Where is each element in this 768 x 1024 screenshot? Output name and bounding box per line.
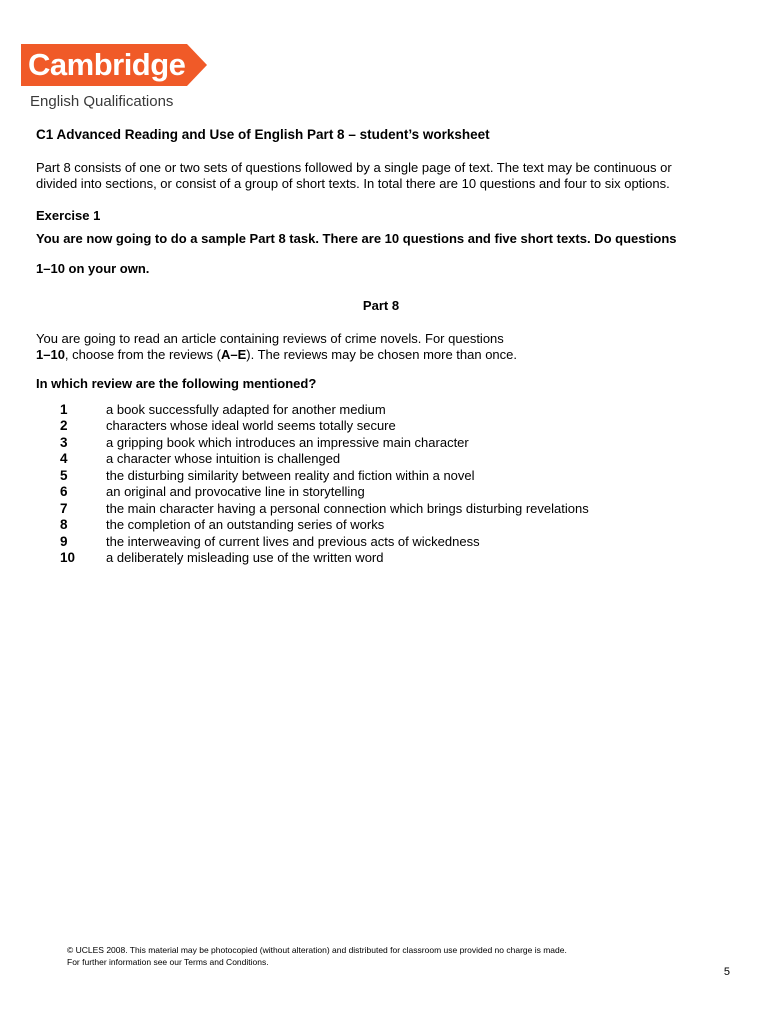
question-item: [36, 484, 686, 501]
footer-terms-line: For further information see our Terms and Conditions.: [67, 957, 269, 967]
part-heading: Part 8: [362, 297, 400, 313]
intro-paragraph: Part 8 consists of one or two sets of questions followed by a single page of text. The text may be continuous or divided into sections, or consist of a group of short texts. In total there are 10 questions and four to six options.: [36, 160, 672, 191]
question-item: [36, 468, 686, 485]
question-number: 10: [60, 550, 76, 565]
question-number: 3: [60, 434, 68, 450]
question-number: 7: [60, 500, 68, 516]
question-item: [36, 418, 686, 435]
exercise-instruction: You are now going to do a sample Part 8 task. There are 10 questions and five short texts. Do questions 1–10 on your own.: [36, 230, 677, 276]
question-text: a gripping book which introduces an impressive main character: [106, 434, 469, 450]
question-number: 8: [60, 517, 68, 532]
worksheet-content: [36, 127, 686, 567]
question-text: the disturbing similarity between reality and fiction within a novel: [106, 467, 475, 483]
page-number: 5: [723, 966, 730, 978]
question-item: [36, 517, 686, 534]
question-text: the interweaving of current lives and previous acts of wickedness: [106, 533, 480, 549]
question-item: [36, 501, 686, 518]
logo-subtitle: English Qualifications: [30, 93, 174, 110]
page-title: C1 Advanced Reading and Use of English Part 8 – student’s worksheet: [36, 127, 490, 142]
task-line1: You are going to read an article containing reviews of crime novels. For questions: [36, 331, 504, 346]
question-text: a character whose intuition is challenged: [106, 451, 341, 466]
question-number: 6: [60, 484, 68, 499]
question-text: characters whose ideal world seems totally secure: [106, 418, 396, 433]
task-range: 1–10: [36, 346, 65, 362]
footer-copyright-line: © UCLES 2008. This material may be photocopied (without alteration) and distributed for classroom use provided no charge is made.: [67, 945, 567, 955]
copyright-footer: [67, 944, 567, 968]
question-number: 1: [60, 401, 68, 417]
question-number: 4: [60, 451, 68, 466]
cambridge-logo: [21, 44, 207, 86]
question-number: 5: [60, 467, 68, 483]
question-text: an original and provocative line in storytelling: [106, 484, 365, 499]
task-end: ). The reviews may be chosen more than once.: [246, 346, 518, 362]
question-item: [36, 435, 686, 452]
question-text: a deliberately misleading use of the written word: [106, 550, 384, 565]
question-number: 2: [60, 418, 68, 433]
question-item: [36, 451, 686, 468]
question-item: [36, 534, 686, 551]
question-text: the completion of an outstanding series of works: [106, 517, 385, 532]
question-text: a book successfully adapted for another medium: [106, 401, 386, 417]
exercise-heading: Exercise 1: [36, 208, 101, 223]
question-item: [36, 402, 686, 419]
task-description: [36, 331, 686, 362]
question-number: 9: [60, 533, 68, 549]
task-options: A–E: [220, 346, 247, 362]
question-item: [36, 550, 686, 567]
question-list: [36, 402, 686, 567]
question-text: the main character having a personal connection which brings disturbing revelations: [106, 500, 589, 516]
logo-wordmark: Cambridge: [28, 47, 186, 82]
task-mid: , choose from the reviews (: [64, 346, 221, 362]
question-prompt: In which review are the following mentioned?: [36, 376, 317, 391]
